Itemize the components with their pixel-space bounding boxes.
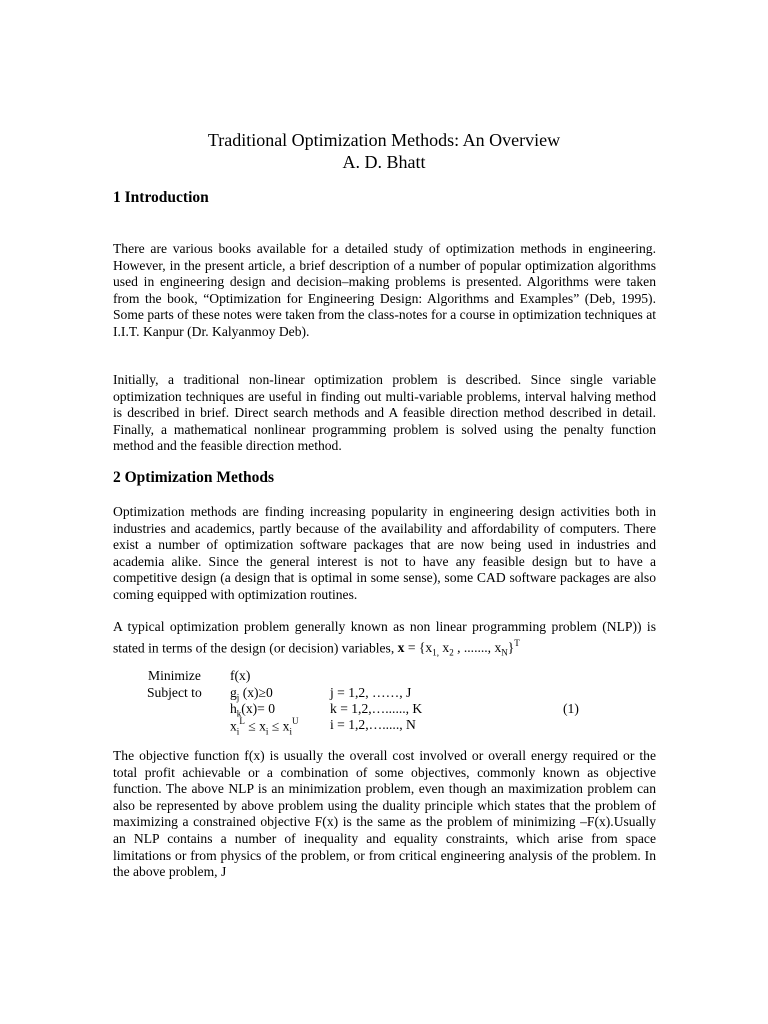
subject-to-label: Subject to bbox=[147, 685, 202, 700]
paragraph: The objective function f(x) is usually the overall cost involved or overall energy required or the total profit achievable or a combination of some objectives, commonly known as objective function. The above NLP is an minimization problem, even though an maximization problem can also be represented by above problem using the duality principle which states that the problem of maximizing a constrained objective F(x) is the same as the problem of minimizing –F(x).Usually an NLP contains a number of inequality and equality constraints, which arise from space limitations or from physics of the problem, or from critical engineering analysis of the problem. In the above problem, J bbox=[113, 748, 656, 880]
inequality-constraint: $g_j$ (x)≥0 bbox=[230, 685, 273, 703]
design-vector: $x = \{x_{1,}$ $x_2$ , ......., $x_N\}^T$ bbox=[397, 637, 520, 658]
objective-function: f(x) bbox=[230, 668, 251, 683]
title-block bbox=[0, 129, 768, 173]
section-heading-optimization-methods: 2 Optimization Methods bbox=[113, 469, 275, 486]
paragraph: Initially, a traditional non-linear optimization problem is described. Since single variable optimization techniques are useful in finding out multi-variable problems, interval halving method is described in brief. Direct search methods and A feasible direction method described in detail. Finally, a mathematical nonlinear programming problem is solved using the penalty function method and the feasible direction method. bbox=[113, 372, 656, 454]
paragraph: There are various books available for a detailed study of optimization methods in engineering. However, in the present article, a brief description of a number of popular optimization algorithms used in engineering design and decision–making problems is presented. Algorithms were taken from the book, “Optimization for Engineering Design: Algorithms and Examples” (Deb, 1995). Some parts of these notes were taken from the class-notes for a course in optimization techniques at I.I.T. Kanpur (Dr. Kalyanmoy Deb). bbox=[113, 241, 656, 339]
equation-number: (1) bbox=[563, 701, 579, 716]
variable-bounds: $x_i^L \le x_i \le x_i^U$ bbox=[230, 716, 299, 737]
nlp-intro-paragraph bbox=[113, 619, 656, 661]
document-author: A. D. Bhatt bbox=[342, 152, 426, 172]
section-heading-introduction: 1 Introduction bbox=[113, 189, 209, 206]
document-title: Traditional Optimization Methods: An Overview bbox=[207, 130, 561, 150]
minimize-label: Minimize bbox=[148, 668, 201, 683]
k-range: k = 1,2,…......, K bbox=[330, 701, 423, 716]
equality-constraint: $h_k(x)= 0$ bbox=[230, 701, 276, 719]
nlp-intro-text: A typical optimization problem generally known as non linear programming problem (NLP)) is stated in terms of the design (or decision) variables, bbox=[113, 619, 656, 656]
j-range: j = 1,2, ……, J bbox=[330, 685, 412, 700]
paragraph: Optimization methods are finding increasing popularity in engineering design activities both in industries and academics, partly because of the availability and affordability of computers. There exist a number of optimization software packages that are now being used in industries and academia alike. Since the general interest is not to have any feasible design but to have a competitive design (a design that is optimal in some sense), some CAD software packages are also coming equipped with optimization routines. bbox=[113, 504, 656, 602]
i-range: i = 1,2,…....., N bbox=[330, 717, 416, 732]
